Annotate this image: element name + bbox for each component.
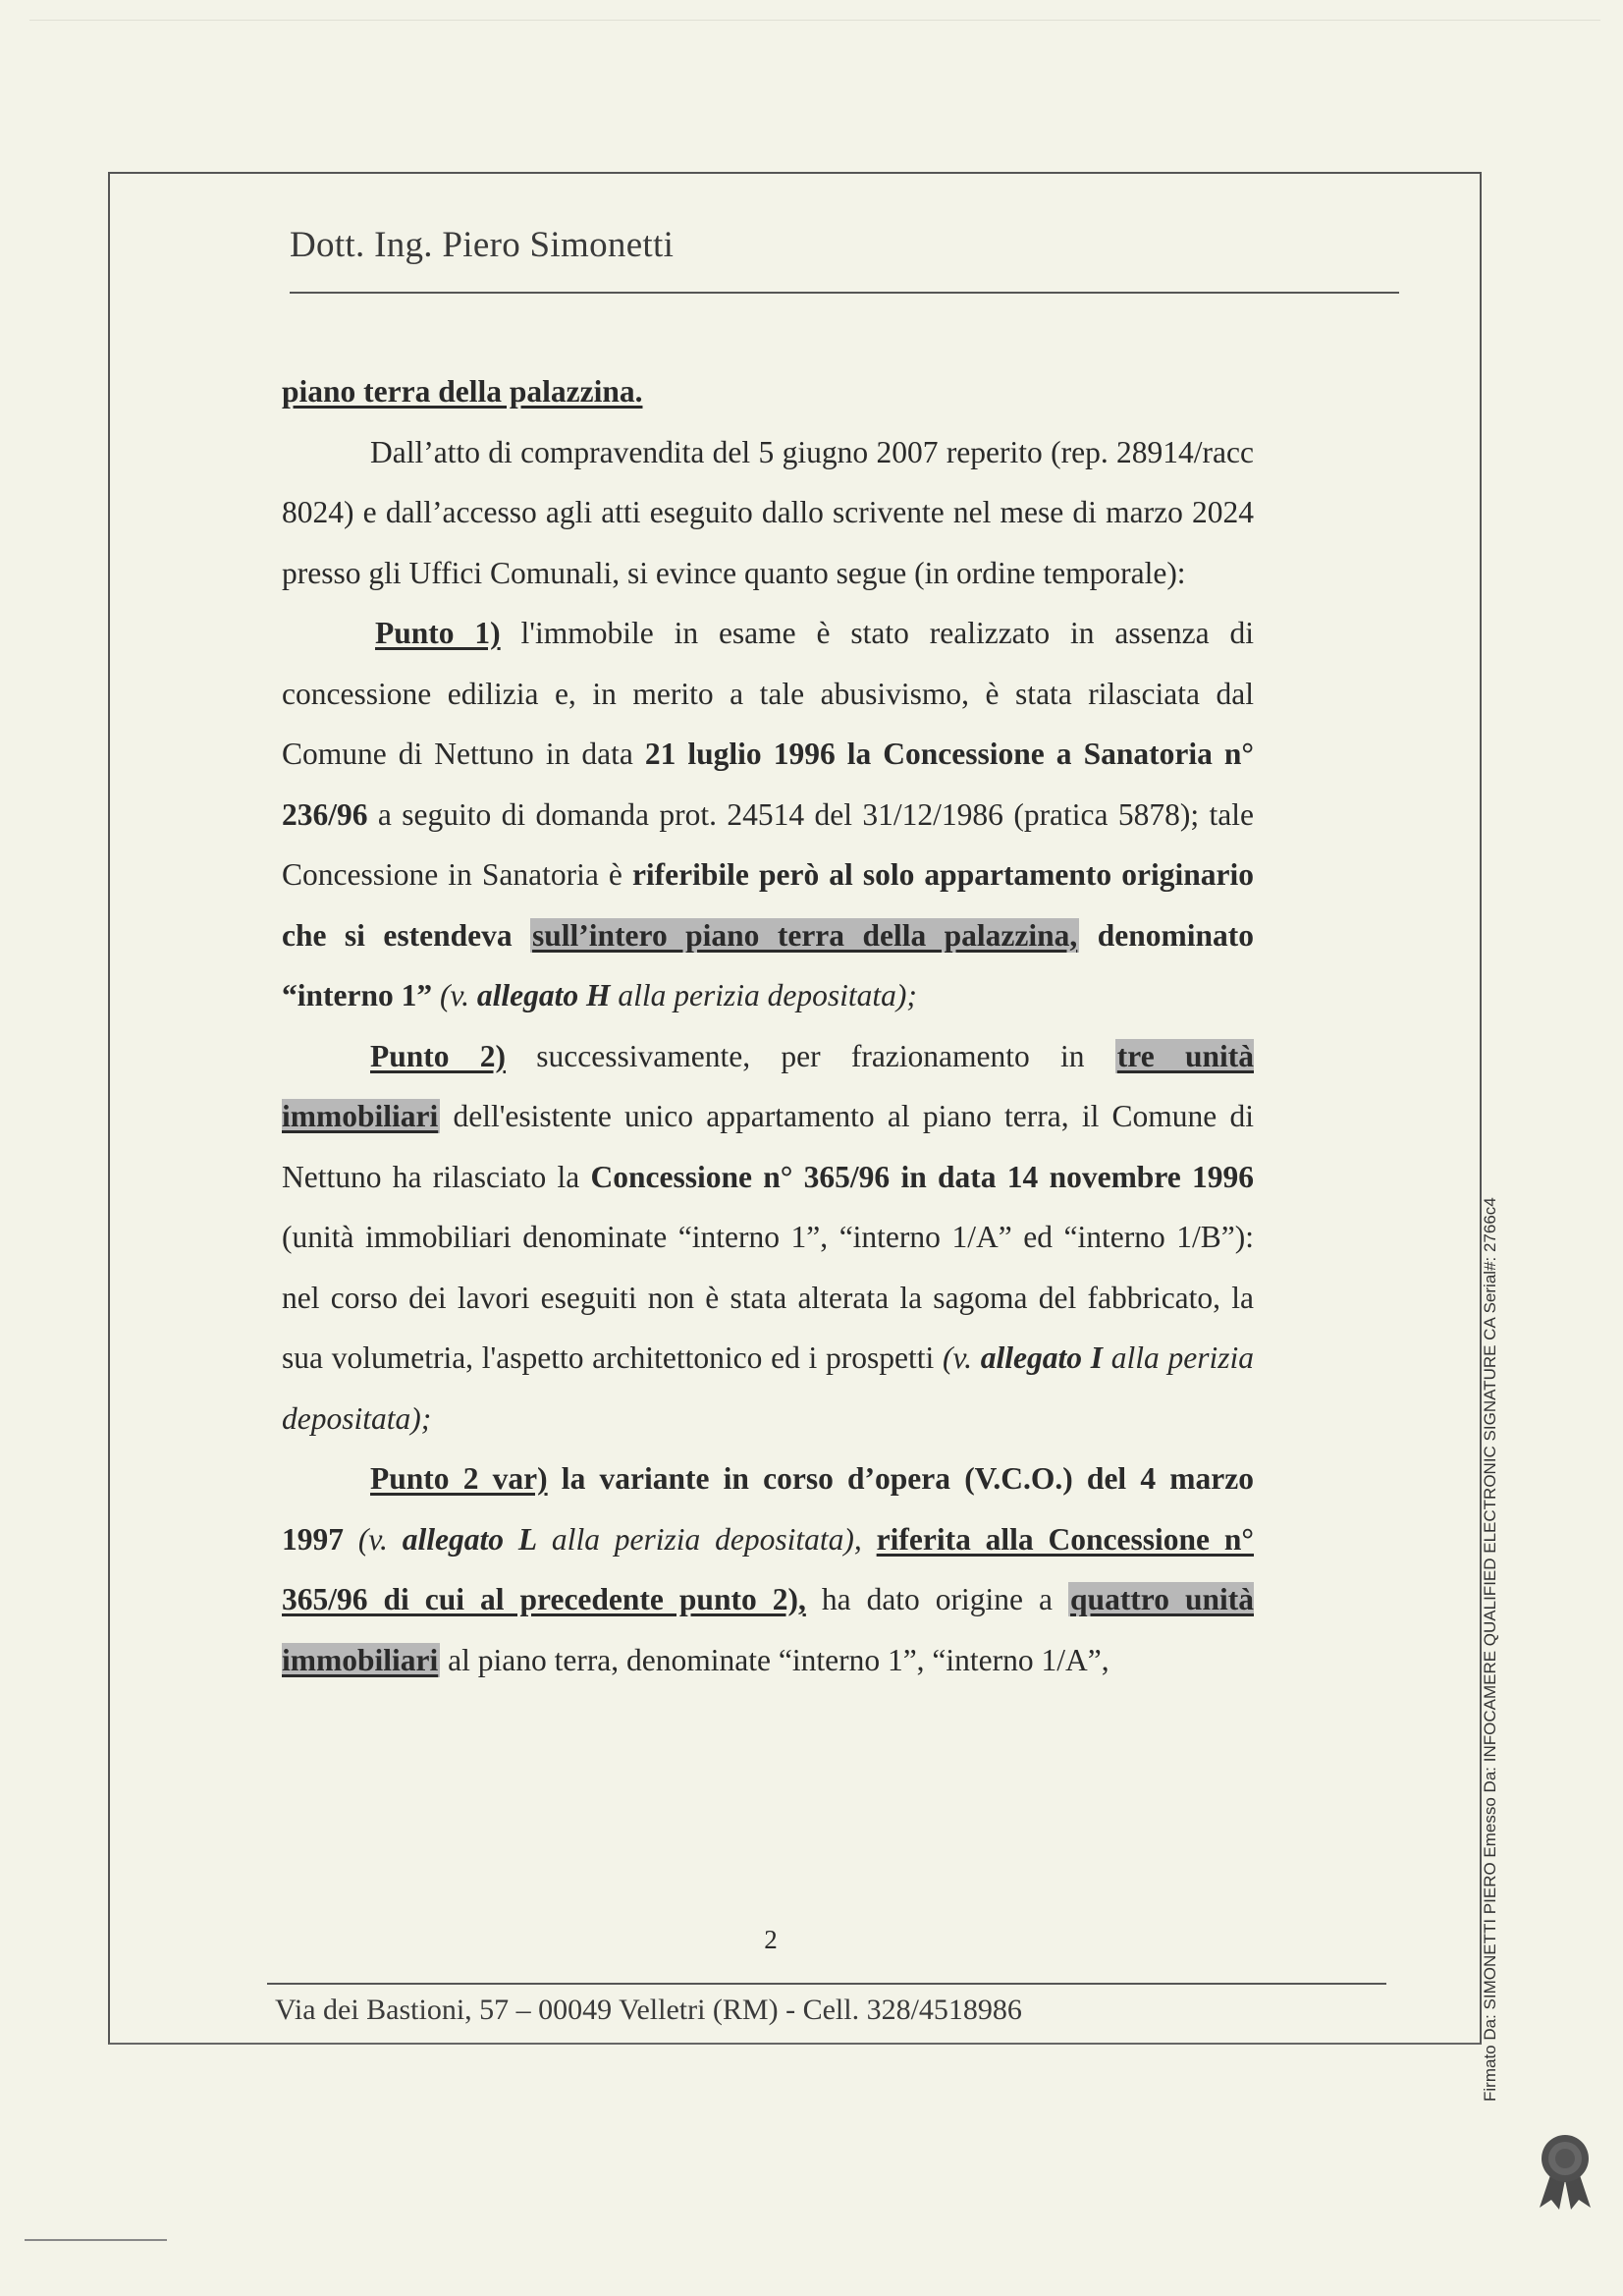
- punto-label: Punto 1): [375, 616, 501, 650]
- bold-text: 21 luglio 1996 la Concessione a Sanatoria n° 236/96: [282, 737, 1254, 832]
- text-run: l'immobile in esame è stato realizzato in assenza di concessione edilizia e, in merito a tale abusivismo, è stata rilasciata dal Comune di Nettuno in data: [282, 616, 1254, 771]
- italic-bold-text: allegato I: [980, 1340, 1104, 1375]
- bold-text: denominato “interno 1”: [282, 917, 1254, 1012]
- footer-divider: [267, 1983, 1386, 1985]
- punto-label: Punto 2): [370, 1038, 507, 1073]
- italic-text: (v.: [344, 1521, 403, 1557]
- paragraph-punto-1: [282, 603, 1254, 1026]
- punto-label: Punto 2 var): [370, 1461, 548, 1496]
- bold-text: la variante in corso d’opera (V.C.O.) del 4 marzo 1997: [282, 1461, 1255, 1557]
- paragraph-punto-2-var: [282, 1449, 1254, 1690]
- italic-bold-text: allegato L: [402, 1521, 538, 1557]
- highlighted-text: sull’intero piano terra della palazzina,: [532, 917, 1078, 953]
- text-run: al piano terra, denominate “interno 1”, “interno 1/A”,: [440, 1642, 1109, 1677]
- text-run: a seguito di domanda prot. 24514 del 31/12/1986 (pratica 5878); tale Concessione in Sanatoria è: [282, 796, 1254, 892]
- document-body: [282, 361, 1254, 1690]
- highlighted-text: quattro unità immobiliari: [282, 1582, 1254, 1677]
- letterhead-name: Dott. Ing. Piero Simonetti: [290, 225, 675, 265]
- scan-edge: [29, 20, 1600, 21]
- bold-underlined-text: riferita alla Concessione n° 365/96 di cui al precedente punto 2),: [282, 1521, 1255, 1616]
- text-run: (unità immobiliari denominate “interno 1”, “interno 1/A” ed “interno 1/B”): nel corso dei lavori eseguiti non è stata alterata la sagoma del fabbricato, la sua volumetria, l'aspetto architettonico ed i prospetti: [282, 1220, 1254, 1375]
- text-run: dell'esistente unico appartamento al piano terra, il Comune di Nettuno ha rilasciato la: [282, 1099, 1254, 1194]
- bold-text: riferibile però al solo appartamento originario che si estendeva: [282, 857, 1254, 953]
- footer-address: Via dei Bastioni, 57 – 00049 Velletri (RM) - Cell. 328/4518986: [275, 1994, 1022, 2026]
- italic-text: alla perizia depositata);: [282, 1340, 1254, 1436]
- text-run: ha dato origine a: [805, 1582, 1069, 1616]
- header-divider: [290, 292, 1399, 294]
- bold-text: Concessione n° 365/96 in data 14 novembre 1996: [590, 1159, 1255, 1194]
- italic-text: alla perizia depositata);: [610, 978, 917, 1012]
- bold-underlined-text: piano terra della palazzina.: [282, 374, 643, 409]
- highlighted-text: tre unità immobiliari: [282, 1038, 1254, 1133]
- scan-edge: [25, 2239, 167, 2241]
- text-run: successivamente, per frazionamento in: [506, 1038, 1115, 1073]
- ribbon-seal-icon: [1530, 2129, 1600, 2212]
- italic-text: (v.: [943, 1340, 981, 1375]
- page-number: 2: [764, 1925, 778, 1954]
- italic-text: (v.: [432, 978, 477, 1012]
- italic-bold-text: allegato H: [476, 978, 611, 1012]
- paragraph-punto-2: [282, 1026, 1254, 1449]
- digital-signature-text: Firmato Da: SIMONETTI PIERO Emesso Da: INFOCAMERE QUALIFIED ELECTRONIC SIGNATURE CA Serial#: 2766c4: [1481, 1197, 1499, 2102]
- italic-text: alla perizia depositata),: [537, 1521, 862, 1557]
- paragraph-continuation: [282, 361, 1254, 422]
- paragraph-intro: Dall’atto di compravendita del 5 giugno 2007 reperito (rep. 28914/racc 8024) e dall’accesso agli atti eseguito dallo scrivente nel mese di marzo 2024 presso gli Uffici Comunali, si evince quanto segue (in ordine temporale):: [282, 434, 1254, 590]
